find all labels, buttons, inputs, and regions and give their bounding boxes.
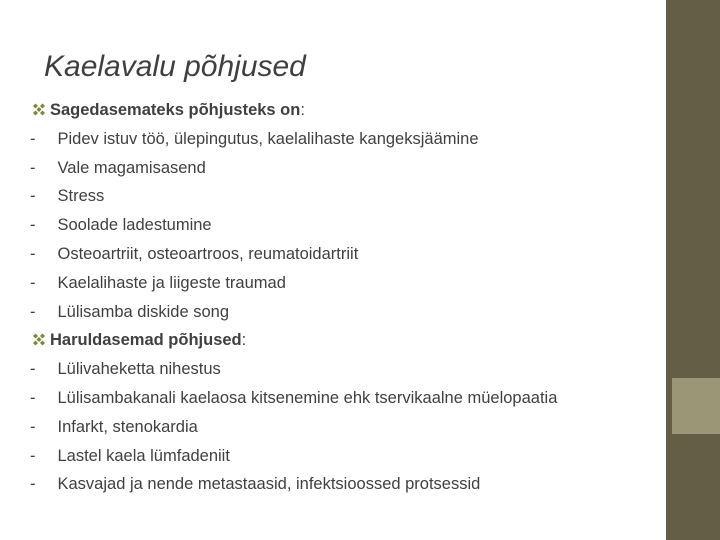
sidebar-accent-block — [672, 378, 720, 434]
list-item — [16, 182, 656, 211]
dash-marker: - — [30, 216, 36, 235]
dash-marker: - — [30, 446, 36, 465]
sidebar-bar — [666, 0, 720, 540]
dash-marker: - — [30, 187, 36, 206]
section-heading — [16, 326, 656, 355]
list-item — [16, 413, 656, 442]
slide-title: Kaelavalu põhjused — [44, 50, 306, 83]
dash-marker: - — [30, 273, 36, 292]
list-item — [16, 211, 656, 240]
list-item-text: Kaelalihaste ja liigeste traumad — [57, 273, 286, 292]
list-item-text: Soolade ladestumine — [57, 216, 212, 235]
diamond-bullet-icon — [16, 326, 50, 355]
list-item-text: Infarkt, stenokardia — [57, 417, 198, 436]
list-item-text: Osteoartriit, osteoartroos, reumatoidartriit — [57, 244, 359, 263]
list-item-text: Pidev istuv töö, ülepingutus, kaelalihaste kangeksjäämine — [57, 129, 479, 148]
dash-marker: - — [30, 417, 36, 436]
list-item-text: Stress — [57, 187, 105, 206]
dash-marker: - — [30, 388, 36, 407]
dash-marker: - — [30, 302, 36, 321]
dash-marker: - — [30, 244, 36, 263]
dash-marker: - — [30, 158, 36, 177]
list-item-text: Kasvajad ja nende metastaasid, infektsioossed protsessid — [57, 475, 481, 494]
list-item — [16, 355, 656, 384]
dash-marker: - — [30, 360, 36, 379]
list-item — [16, 269, 656, 298]
slide-content — [16, 96, 656, 499]
diamond-bullet-icon — [16, 96, 50, 125]
list-item-text: Lülisambakanali kaelaosa kitsenemine ehk tservikaalne müelopaatia — [57, 388, 558, 407]
section-heading-colon: : — [241, 331, 247, 350]
list-item — [16, 442, 656, 471]
list-item-text: Lülisamba diskide song — [57, 302, 230, 321]
list-item — [16, 125, 656, 154]
sidebar-divider — [663, 0, 666, 540]
section-heading-text: Haruldasemad põhjused — [50, 331, 242, 350]
section-heading-text: Sagedasemateks põhjusteks on — [50, 101, 301, 119]
list-item — [16, 470, 656, 499]
section-heading-colon: : — [300, 101, 305, 119]
dash-marker: - — [30, 475, 36, 494]
list-item-text: Lülivaheketta nihestus — [57, 360, 221, 379]
list-item — [16, 240, 656, 269]
list-item — [16, 298, 656, 327]
dash-marker: - — [30, 129, 36, 148]
list-item — [16, 384, 656, 413]
list-item-text: Vale magamisasend — [57, 158, 206, 177]
list-item — [16, 154, 656, 183]
list-item-text: Lastel kaela lümfadeniit — [57, 446, 230, 465]
section-heading — [16, 96, 656, 125]
